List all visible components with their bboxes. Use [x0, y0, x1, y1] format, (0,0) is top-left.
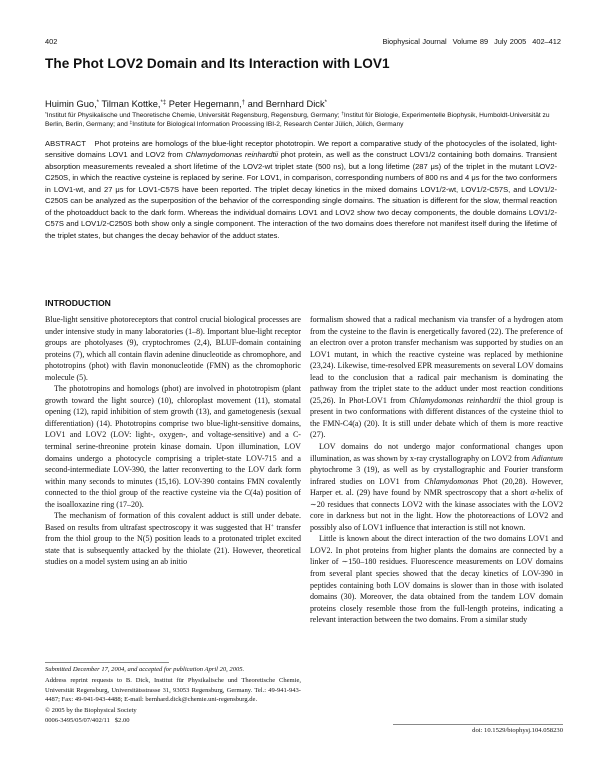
affiliation-mark: ‡ [129, 120, 133, 126]
paragraph-text: the thiol group is present in two conformations with different distances of the cysteine thiol to the FMN-C4(a) (20). It is still under debate which of them is more reactive (27). [310, 395, 563, 440]
affiliation-2: Institut für Biologie, Experimentelle Biophysik, Humboldt-Universität zu Berlin, Berlin, Germany; and [45, 112, 550, 129]
abstract [45, 138, 557, 241]
species-name: Chlamydomonas reinhardtii [409, 395, 501, 405]
author-affiliation-mark: * [96, 100, 100, 106]
abstract-text: phot protein, as well as the construct LOV1/2 containing both domains. Transient absorption measurements revealed a short lifetime of the LOV2-wt triplet state (500 ns), but a long lifetime (287 μs) of the triplet in the mutant LOV2-C250S, in which the reactive cysteine is replaced by serine. For LOV1, in comparison, corresponding numbers of 800 ns and 4 μs for the two conformers in LOV1-wt, and 27 μs for LOV1-C57S have been reported. The triplet decay kinetics in the mixed domains LOV1/2-wt, LOV1/2-C57S, and LOV1/2-C250S can be analyzed as the superposition of the behavior of the corresponding single domains. The situation is different for the slow, thermal reaction of the photoadduct back to the dark form. Whereas the individual domains LOV1 and LOV2 show two decay components, the double domains LOV1/2-C57S and LOV1/2-C250S both show only a single component. The interaction of the two domains does therefore not manifest itself during the lifetime of the triplet states, but changes the decay behavior of the adduct states. [45, 150, 557, 240]
abstract-text: Phot proteins are homologs of the blue-light receptor phototropin. We report a comparative study of the photocycles of the isolated, light-sensitive domains LOV1 and LOV2 from [45, 139, 557, 160]
affiliation-mark: * [45, 111, 47, 116]
affiliation-3: Institute for Biological Information Processing IBI-2, Research Center Jülich, Jülich, Germany [132, 121, 404, 129]
doi: doi: 10.1529/biophysj.104.058230 [472, 727, 563, 734]
genus-name: Adiantum [531, 453, 563, 463]
author-affiliation-mark: *‡ [160, 100, 167, 106]
page-number: 402 [45, 37, 58, 46]
journal-pages: 402–412 [532, 37, 561, 46]
affiliation-mark: † [341, 111, 344, 116]
paragraph-text: phytochrome 3 (19), as well as by crystallographic and Fourier transform infrared studies on LOV1 from [310, 465, 563, 486]
journal-volume: Volume 89 [452, 37, 489, 46]
journal-name: Biophysical Journal [382, 37, 447, 46]
paragraph [310, 314, 563, 441]
paper-title: The Phot LOV2 Domain and Its Interaction with LOV1 [45, 56, 390, 71]
journal-citation [382, 37, 561, 46]
author-list [45, 99, 327, 109]
affiliations [45, 111, 565, 129]
doi-divider [393, 724, 563, 725]
paragraph-text: transfer from the thiol group to the N(5) position leads to a protonated triplet excited state that is subsequently attacked by the thiolate (21). However, theoretical studies on a model system using an ab initio [45, 522, 301, 567]
copyright-notice: © 2005 by the Biophysical Society [45, 706, 137, 714]
footnote-divider [45, 662, 169, 663]
body-column-left [45, 314, 301, 568]
footnotes [45, 665, 301, 727]
author-affiliation-mark: † [241, 100, 245, 106]
paragraph-text: formalism showed that a radical mechanism via transfer of a hydrogen atom from the cysteine to the flavin is energetically favored (22). The preference of an electron over a proton transfer mechanism was supported by studies on an LOV1 mutant, in which the reactive cysteine was replaced by methionine (23,24). Likewise, time-resolved EPR measurements on several LOV domains lead to the conclusion that a radical pair mechanism is dominating the pathway from the triplet state to the adduct under most reaction conditions (25,26). In Phot-LOV1 from [310, 315, 563, 405]
section-heading-introduction: INTRODUCTION [45, 298, 111, 308]
paragraph-text: Phot (20,28). However, Harper et. al. (29) have found by NMR spectroscopy that a short [310, 476, 563, 498]
author-affiliation-mark: * [324, 100, 327, 106]
author-name: and Bernhard Dick [247, 99, 325, 109]
paragraph: Blue-light sensitive photoreceptors that control crucial biological processes are under intensive study in many laboratories (1–8). Important blue-light receptor groups are photolyases (9), cryptochromes (2,4), BLUF-domain containing proteins (7), which all contain flavin adenine dinucleotide as chromophore, and phototropins (phot) with flavin mononucleotide (FMN) as the chromophoric molecule (5). [45, 315, 301, 382]
paragraph-text: -helix of ∼20 residues that connects LOV2 with the kinase associates with the LOV2 core in darkness but not in the light. How the photoreactions of LOV2 and possibly also of LOV1 influence that interaction is still not known. [310, 488, 564, 532]
abstract-label: ABSTRACT [45, 139, 87, 148]
reprint-address: Address reprint requests to B. Dick, Institut für Physikalische und Theoretische Chemie, Universität Regensburg, Universitätsstrasse 31, 93053 Regensburg, Germany. Tel.: 49-941-943-4487; Fax: 49-941-943-4488; E-mail: bernhard.dick@chemie.uni-regensburg.de. [45, 677, 301, 703]
greek-symbol: α [530, 488, 535, 498]
paragraph-text: The mechanism of formation of this covalent adduct is still under debate. Based on results from ultrafast spectroscopy it was suggested that H [45, 511, 301, 532]
paragraph: Little is known about the direct interaction of the two domains LOV1 and LOV2. In phot proteins from higher plants the domains are connected by a linker of ∼150–180 residues. Fluorescence measurements on LOV domains from several plant species showed that the decay kinetics of LOV-390 in peptides containing both LOV domains is slower than in those with isolated domains (30). Moreover, the data obtained from the tandem LOV domain proteins closely resemble those from the full-length proteins, indicating a relevant interaction between the two domains. From a similar study [310, 534, 563, 625]
issn-price: 0006-3495/05/07/402/11 $2.00 [45, 717, 130, 725]
species-name: Chlamydomonas reinhardtii [185, 150, 279, 160]
affiliation-1: Institut für Physikalische und Theoretische Chemie, Universität Regensburg, Regensburg, Germany; [46, 112, 342, 119]
author-name: Tilman Kottke, [101, 99, 161, 109]
paragraph-text: LOV domains do not undergo major conformational changes upon illumination, as was shown by x-ray crystallography on LOV2 from [310, 442, 563, 463]
paragraph [310, 441, 563, 533]
running-head [45, 37, 561, 49]
journal-date: July 2005 [494, 37, 527, 46]
author-name: Huimin Guo, [45, 99, 97, 109]
paragraph [45, 510, 301, 568]
submission-dates: Submitted December 17, 2004, and accepted for publication April 20, 2005. [45, 666, 245, 673]
paragraph: The phototropins and homologs (phot) are involved in phototropism (plant growth toward the light source) (10), chloroplast movement (11), stomatal opening (12), rapid inhibition of stem growth (13), and gametogenesis (sexual differentiation) (14). Phototropins comprise two blue-light-sensitive domains, LOV1 and LOV2 (LOV: light-, oxygen-, and voltage-sensitive) and a C-terminal serine-threonine protein kinase domain. Upon illumination, LOV domains undergo a photocycle comprising a triplet-state LOV-715 and a second-intermediate LOV-390, the latter reconverting to the LOV dark form within many seconds to minutes (15,16). LOV-390 contains FMN covalently connected to the thiol group of the reactive cysteine via the C(4a) position of the isoalloxazine ring (17–20). [45, 384, 301, 509]
author-name: Peter Hegemann, [168, 99, 242, 109]
body-column-right [310, 314, 563, 626]
superscript: + [270, 522, 274, 529]
genus-name: Chlamydomonas [424, 476, 479, 486]
